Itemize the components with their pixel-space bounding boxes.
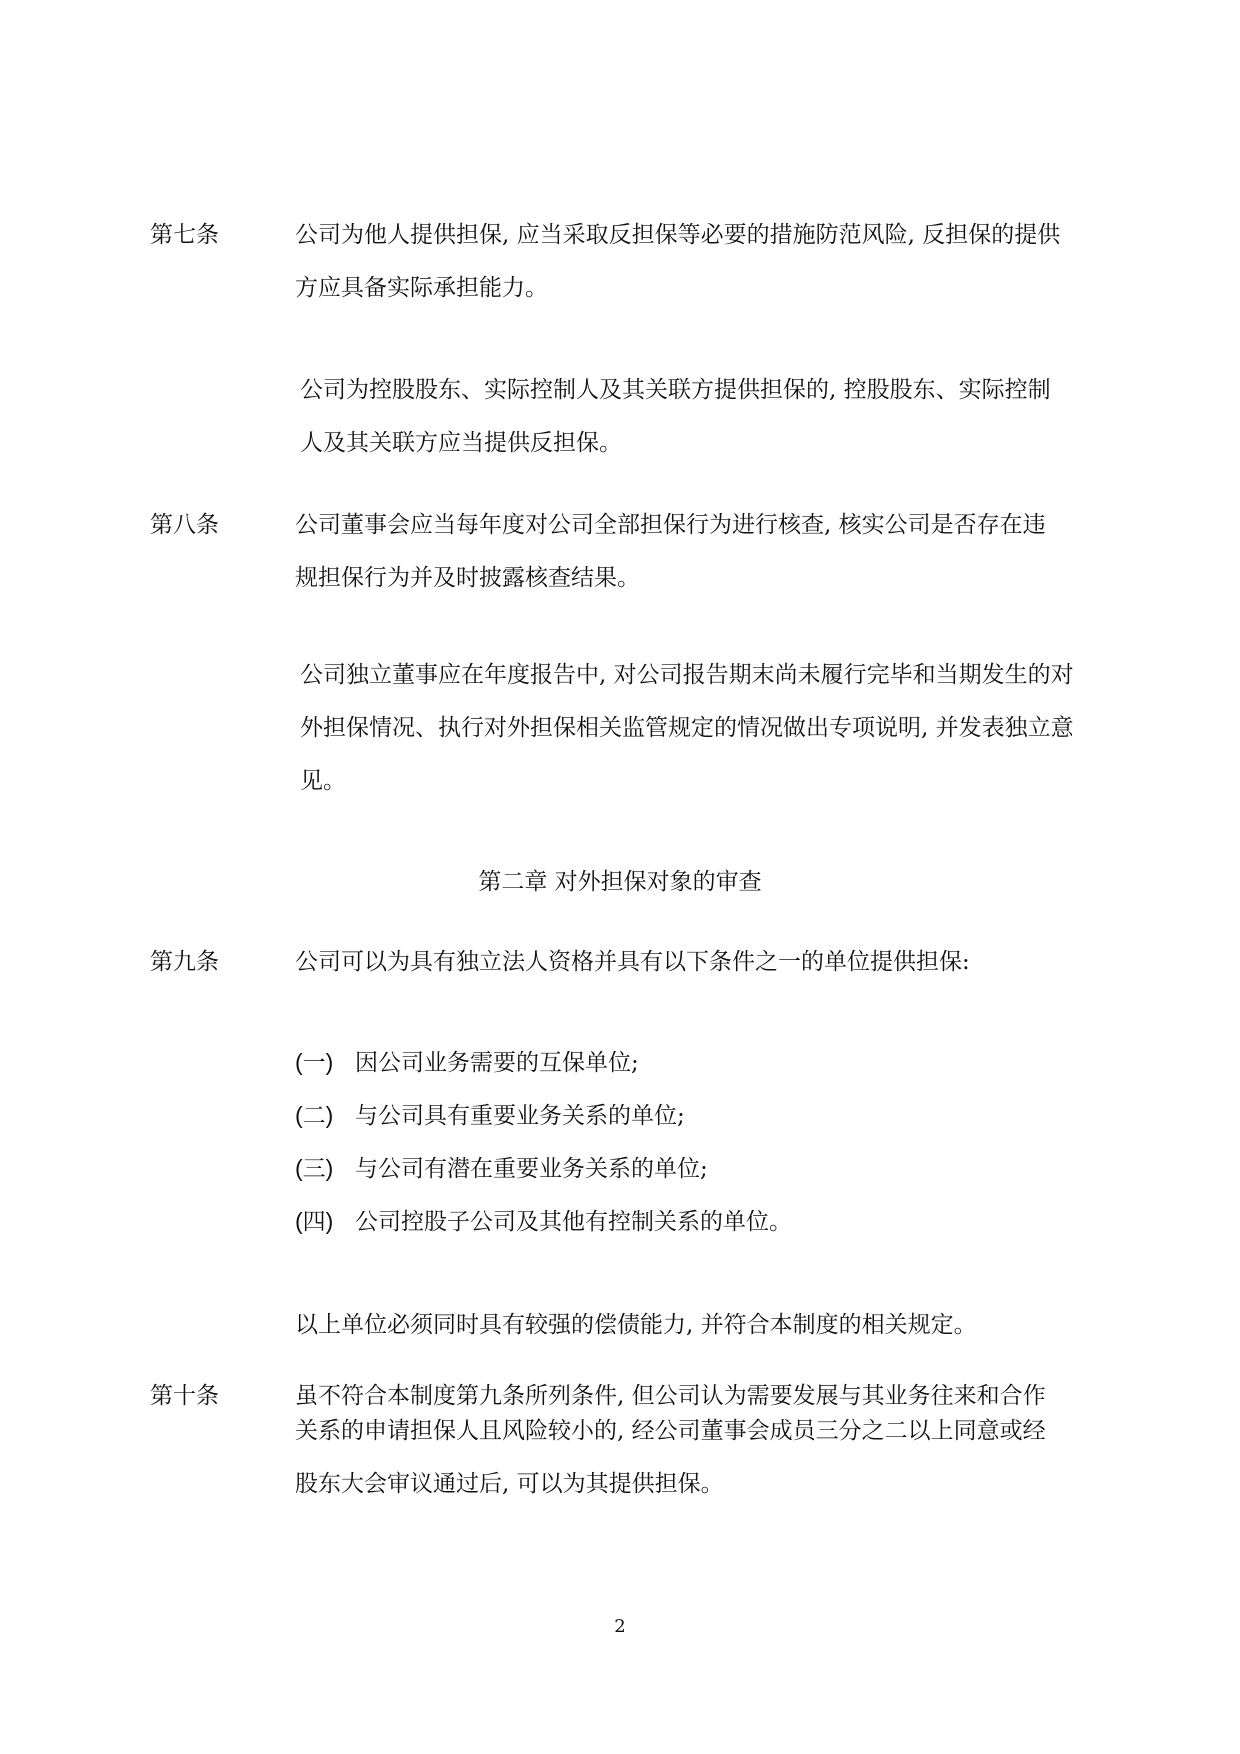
text-line: 股东大会审议通过后, 可以为其提供担保。 [295,1471,724,1497]
text-line: 关系的申请担保人且风险较小的, 经公司董事会成员三分之二以上同意或经 [295,1418,1046,1444]
page-number: 2 [614,1616,626,1637]
text-line: 公司为他人提供担保, 应当采取反担保等必要的措施防范风险, 反担保的提供 [295,222,1061,248]
list-item-number: (三) [295,1155,334,1181]
list-item-text: 与公司具有重要业务关系的单位; [355,1103,685,1129]
text-line: 公司董事会应当每年度对公司全部担保行为进行核查, 核实公司是否存在违 [295,512,1046,538]
article-10-label: 第十条 [150,1383,219,1409]
text-line: 公司独立董事应在年度报告中, 对公司报告期末尚未履行完毕和当期发生的对 [300,662,1074,688]
chapter-heading: 第二章 对外担保对象的审查 [478,869,762,895]
text-line: 公司为控股股东、实际控制人及其关联方提供担保的, 控股股东、实际控制 [300,377,1051,403]
article-9-paragraph-1 [295,942,1095,982]
article-8-label: 第八条 [150,512,219,538]
article-9-label: 第九条 [150,949,219,975]
list-item [295,1201,792,1254]
article-9-paragraph-2 [295,1305,1095,1345]
list-item-text: 与公司有潜在重要业务关系的单位; [355,1156,708,1182]
text-line: 见。 [300,768,346,794]
list-item-number: (一) [295,1049,334,1075]
list-item [295,1148,792,1201]
article-7-paragraph-2 [300,370,1100,476]
article-10-paragraph-1 [295,1376,1095,1504]
text-line: 方应具备实际承担能力。 [295,275,548,301]
list-item-number: (四) [295,1208,334,1234]
text-line: 虽不符合本制度第九条所列条件, 但公司认为需要发展与其业务往来和合作 [295,1383,1046,1409]
article-8-paragraph-1 [295,505,1095,611]
text-line: 规担保行为并及时披露核查结果。 [295,565,640,591]
list-item-text: 因公司业务需要的互保单位; [355,1050,639,1076]
article-7-label: 第七条 [150,222,219,248]
list-item [295,1095,792,1148]
article-7-paragraph-1 [295,215,1095,321]
list-item-number: (二) [295,1102,334,1128]
list-item [295,1042,792,1095]
article-8-paragraph-2 [300,655,1100,814]
text-line: 公司可以为具有独立法人资格并具有以下条件之一的单位提供担保: [295,949,970,975]
article-9-condition-list [295,1042,792,1254]
list-item-text: 公司控股子公司及其他有控制关系的单位。 [355,1209,792,1235]
text-line: 人及其关联方应当提供反担保。 [300,430,622,456]
text-line: 以上单位必须同时具有较强的偿债能力, 并符合本制度的相关规定。 [295,1312,977,1338]
text-line: 外担保情况、执行对外担保相关监管规定的情况做出专项说明, 并发表独立意 [300,715,1074,741]
